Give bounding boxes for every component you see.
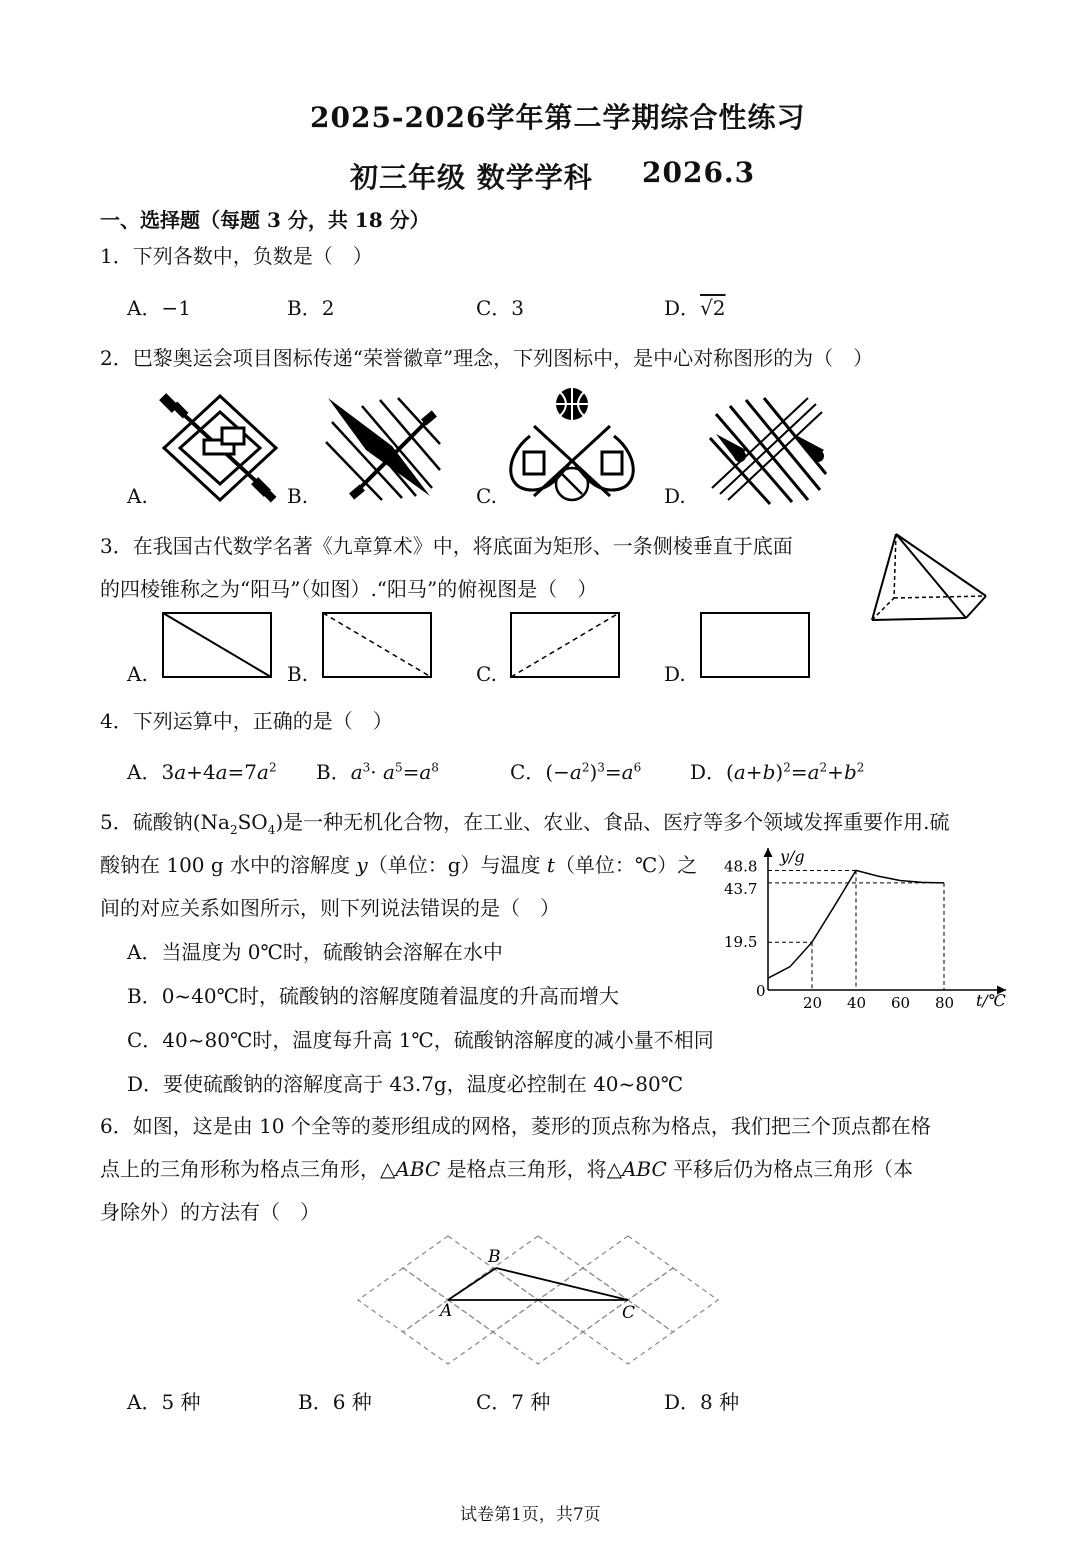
q1-option-b: B．2 bbox=[287, 296, 335, 320]
x-tick-label: 80 bbox=[935, 994, 955, 1012]
q4-d-open: ( bbox=[726, 760, 734, 784]
question-3-stem-line1: 3．在我国古代数学名著《九章算术》中，将底面为矩形、一条侧棱垂直于底面 bbox=[100, 534, 793, 558]
q3-option-b-rect bbox=[322, 612, 434, 680]
exam-subtitle: 初三年级 数学学科 bbox=[350, 161, 593, 194]
q4-d-plus2: + bbox=[827, 760, 844, 784]
q3-option-c: C. bbox=[476, 662, 497, 686]
question-6-stem-line2 bbox=[100, 1153, 913, 1182]
q1-option-a: A．−1 bbox=[127, 296, 191, 320]
chart-y-label: y/g bbox=[780, 847, 805, 866]
triangle-side-ab bbox=[448, 1268, 496, 1300]
q4-d-close: ) bbox=[775, 760, 784, 784]
y-tick-label: 43.7 bbox=[724, 879, 758, 898]
exam-title: 2025-2026学年第二学期综合性练习 bbox=[310, 101, 806, 134]
q4-c-var2: a bbox=[621, 760, 634, 784]
q5-line2-post: （单位：℃）之 bbox=[554, 853, 698, 877]
point-b-label: B bbox=[488, 1247, 501, 1267]
chart-origin: 0 bbox=[756, 982, 766, 1000]
q4-option-d bbox=[690, 756, 864, 785]
grid-rhombus bbox=[493, 1300, 583, 1364]
question-3-stem-line2: 的四棱锥称之为“阳马”（如图）.“阳马”的俯视图是（ ） bbox=[100, 577, 598, 601]
question-5-stem-line1 bbox=[100, 806, 950, 837]
q4-option-c bbox=[510, 756, 641, 785]
q1-option-d bbox=[664, 292, 726, 321]
q5-option-d: D．要使硫酸钠的溶解度高于 43.7g，温度必控制在 40~80℃ bbox=[127, 1072, 684, 1096]
q5-so: SO bbox=[237, 810, 268, 834]
y-tick-label: 48.8 bbox=[724, 857, 758, 876]
q4-c-var1: a bbox=[569, 760, 582, 784]
q6-option-a: A．5 种 bbox=[127, 1390, 201, 1414]
grid-rhombus bbox=[403, 1236, 493, 1300]
q4-b-dot: · bbox=[370, 760, 383, 784]
solubility-chart bbox=[720, 840, 1020, 1020]
rhombus-grid-figure bbox=[356, 1232, 716, 1362]
q1-option-c: C．3 bbox=[476, 296, 525, 320]
q1-option-d-label: D． bbox=[664, 296, 701, 320]
grid-rhombus bbox=[358, 1268, 448, 1332]
q5-option-a: A．当温度为 0℃时，硫酸钠会溶解在水中 bbox=[127, 940, 503, 964]
yangma-pyramid-figure bbox=[866, 528, 996, 628]
q4-b-label: B． bbox=[316, 760, 351, 784]
grid-rhombus bbox=[583, 1236, 673, 1300]
q2-option-a: A. bbox=[127, 484, 148, 508]
q2-option-b: B. bbox=[287, 484, 309, 508]
q6-line2-pre: 点上的三角形称为格点三角形，△ bbox=[100, 1157, 396, 1181]
x-tick-label: 60 bbox=[891, 994, 911, 1012]
y-tick-label: 19.5 bbox=[724, 933, 758, 952]
rowing-icon bbox=[322, 392, 442, 504]
q4-option-b bbox=[316, 756, 439, 785]
q3-option-b: B. bbox=[287, 662, 309, 686]
q4-d-var4: b bbox=[843, 760, 857, 784]
q4-option-a bbox=[127, 756, 277, 785]
q4-d-var2: b bbox=[762, 760, 776, 784]
q4-a-label: A． bbox=[127, 760, 162, 784]
q4-c-exp3: 6 bbox=[633, 760, 642, 775]
question-4-stem: 4．下列运算中，正确的是（ ） bbox=[100, 709, 393, 733]
q4-d-var1: a bbox=[733, 760, 746, 784]
q4-b-exp3: 8 bbox=[431, 760, 439, 775]
q4-c-exp1: 2 bbox=[581, 760, 590, 775]
question-6-stem-line1: 6．如图，这是由 10 个全等的菱形组成的网格，菱形的顶点称为格点，我们把三个顶点都在格 bbox=[100, 1114, 931, 1138]
q4-c-close: ) bbox=[589, 760, 598, 784]
q4-d-eq: = bbox=[790, 760, 808, 784]
q5-var-y: y bbox=[356, 853, 368, 877]
q5-sub1: 2 bbox=[229, 823, 238, 837]
q6-abc-2: ABC bbox=[621, 1157, 667, 1181]
sqrt-two: √2 bbox=[700, 296, 726, 320]
question-6-stem-line3: 身除外）的方法有（ ） bbox=[100, 1200, 320, 1224]
q5-var-t: t bbox=[546, 853, 555, 877]
q6-option-c: C．7 种 bbox=[476, 1390, 551, 1414]
section-heading: 一、选择题（每题 3 分，共 18 分） bbox=[100, 208, 430, 232]
chart-x-label: t/℃ bbox=[976, 991, 1006, 1010]
q3-option-a: A. bbox=[127, 662, 148, 686]
basketball-icon bbox=[510, 386, 634, 502]
q4-b-exp2: 5 bbox=[394, 760, 403, 775]
q4-d-var3: a bbox=[807, 760, 820, 784]
q4-d-plus: + bbox=[745, 760, 763, 784]
x-tick-label: 40 bbox=[847, 994, 867, 1012]
q2-option-d: D. bbox=[664, 484, 686, 508]
q4-d-exp1: 2 bbox=[783, 760, 791, 775]
q3-option-d-rect bbox=[700, 612, 812, 680]
q4-b-var3: a bbox=[419, 760, 432, 784]
exam-date: 2026.3 bbox=[642, 156, 756, 189]
q4-a-coef: 3 bbox=[161, 760, 175, 784]
q6-line2-mid: 是格点三角形，将△ bbox=[440, 1157, 622, 1181]
question-1-stem: 1．下列各数中，负数是（ ） bbox=[100, 244, 373, 268]
point-a-label: A bbox=[440, 1301, 453, 1321]
q5-line2-mid: （单位：g）与温度 bbox=[367, 853, 547, 877]
badminton-icon bbox=[706, 394, 830, 504]
q6-line2-post: 平移后仍为格点三角形（本 bbox=[666, 1157, 914, 1181]
q2-option-c: C. bbox=[476, 484, 497, 508]
q5-sub2: 4 bbox=[267, 823, 276, 837]
x-tick-label: 20 bbox=[803, 994, 823, 1012]
question-2-stem: 2．巴黎奥运会项目图标传递“荣誉徽章”理念，下列图标中，是中心对称图形的为（ ） bbox=[100, 346, 874, 370]
q5-line2-pre: 酸钠在 100 g 水中的溶解度 bbox=[100, 853, 357, 877]
q4-c-open: (− bbox=[545, 760, 570, 784]
q3-option-a-rect bbox=[162, 612, 274, 680]
q4-c-label: C． bbox=[510, 760, 546, 784]
q4-b-eq: = bbox=[402, 760, 420, 784]
q4-a-var1: a bbox=[174, 760, 187, 784]
grid-rhombus bbox=[493, 1236, 583, 1300]
q3-option-c-rect bbox=[510, 612, 622, 680]
q3-option-d: D. bbox=[664, 662, 686, 686]
q4-b-var1: a bbox=[350, 760, 363, 784]
weightlifting-icon bbox=[160, 392, 280, 504]
page-footer: 试卷第1页，共7页 bbox=[460, 1505, 601, 1525]
q5-line1-pre: 5．硫酸钠(Na bbox=[100, 810, 230, 834]
q5-line1-post: )是一种无机化合物，在工业、农业、食品、医疗等多个领域发挥重要作用.硫 bbox=[275, 810, 950, 834]
q4-a-var3: a bbox=[257, 760, 269, 784]
q6-option-d: D．8 种 bbox=[664, 1390, 740, 1414]
grid-rhombus bbox=[628, 1268, 718, 1332]
q6-abc-1: ABC bbox=[395, 1157, 441, 1181]
q6-option-b: B．6 种 bbox=[298, 1390, 372, 1414]
q4-c-eq: = bbox=[604, 760, 622, 784]
q4-a-var2: a bbox=[215, 760, 228, 784]
q4-b-exp1: 3 bbox=[362, 760, 371, 775]
q4-b-var2: a bbox=[383, 760, 395, 784]
q4-c-exp2: 3 bbox=[597, 760, 605, 775]
q4-a-mid: +4 bbox=[186, 760, 216, 784]
q5-option-b: B．0~40℃时，硫酸钠的溶解度随着温度的升高而增大 bbox=[127, 984, 620, 1008]
q4-d-exp2: 2 bbox=[819, 760, 828, 775]
q4-d-label: D． bbox=[690, 760, 727, 784]
question-5-stem-line3: 间的对应关系如图所示，则下列说法错误的是（ ） bbox=[100, 896, 560, 920]
q4-a-exp: 2 bbox=[268, 760, 277, 775]
q5-option-c: C．40~80℃时，温度每升高 1℃，硫酸钠溶解度的减小量不相同 bbox=[127, 1028, 714, 1052]
q4-d-exp3: 2 bbox=[856, 760, 865, 775]
point-c-label: C bbox=[622, 1303, 636, 1323]
q4-a-eq: =7 bbox=[227, 760, 258, 784]
question-5-stem-line2 bbox=[100, 849, 697, 878]
